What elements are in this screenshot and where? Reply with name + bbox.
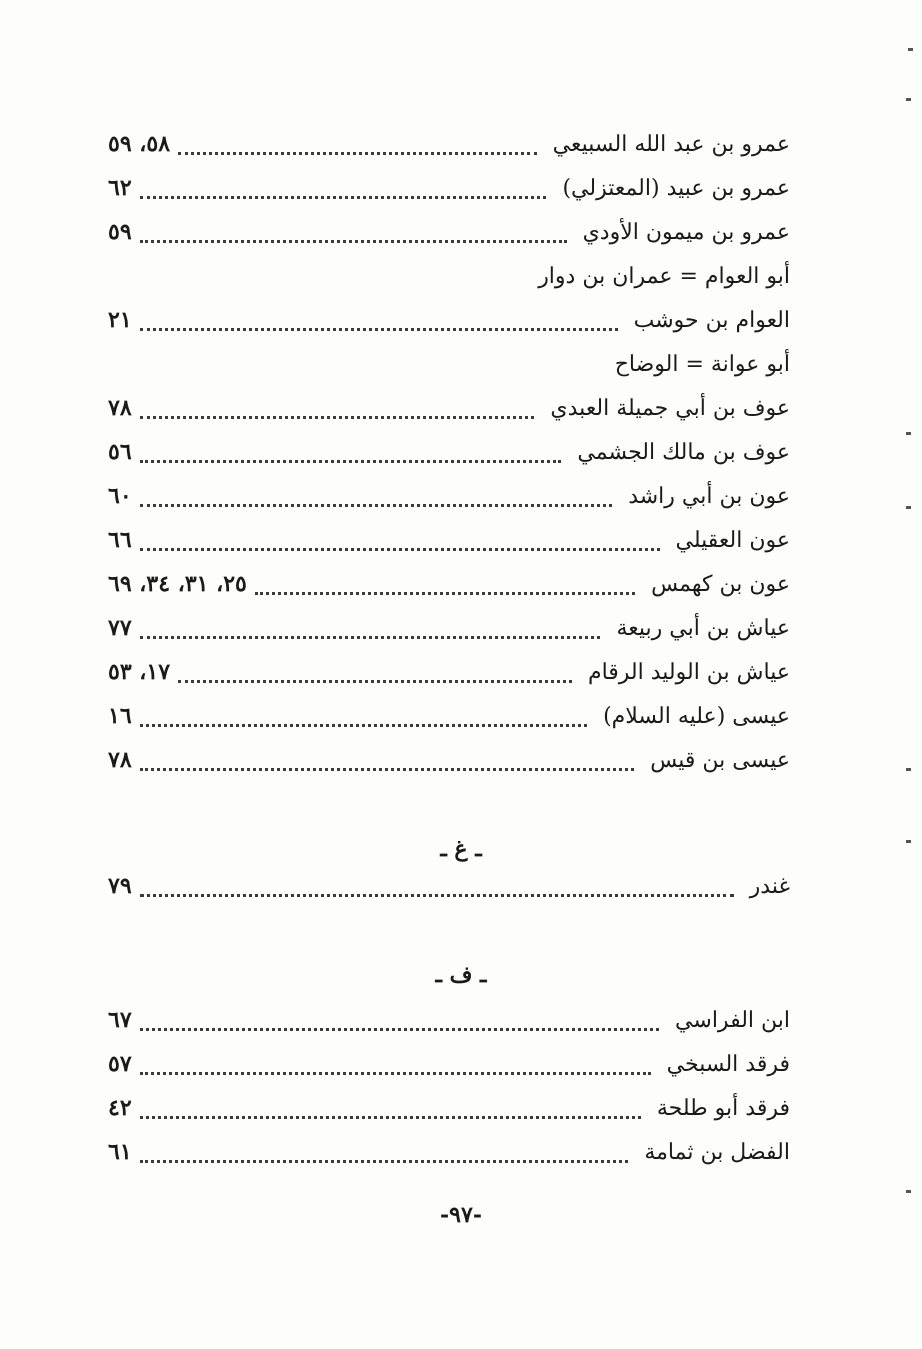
scan-mark xyxy=(906,1190,911,1193)
scan-mark xyxy=(906,98,911,101)
index-entry xyxy=(108,1042,790,1086)
cross-reference xyxy=(108,342,790,386)
index-entry xyxy=(108,606,790,650)
index-entry xyxy=(108,298,790,342)
entry-name: فرقد أبو طلحة xyxy=(656,1095,790,1121)
entry-pages: ٥٧ xyxy=(108,1051,132,1077)
entry-pages: ٥٨، ٥٩ xyxy=(108,131,171,157)
entry-pages: ٦٦ xyxy=(108,527,132,553)
index-entry xyxy=(108,1130,790,1174)
section-heading-ghain: ـ غ ـ xyxy=(440,836,482,862)
index-list-ghain xyxy=(108,864,790,908)
entry-name: عيسى (عليه السلام) xyxy=(603,703,790,729)
dot-leader xyxy=(140,438,562,463)
section-heading-fa: ـ ف ـ xyxy=(435,962,487,988)
entry-name: أبو العوام = عمران بن دوار xyxy=(538,263,790,289)
scan-mark xyxy=(906,432,911,435)
index-entry xyxy=(108,474,790,518)
entry-name: غندر xyxy=(749,873,790,899)
dot-leader xyxy=(140,1006,659,1031)
entry-pages: ٧٧ xyxy=(108,615,132,641)
page-number: -٩٧- xyxy=(440,1202,482,1228)
entry-pages: ٧٨ xyxy=(108,395,132,421)
index-entry xyxy=(108,166,790,210)
dot-leader xyxy=(140,872,734,897)
index-entry xyxy=(108,122,790,166)
index-entry xyxy=(108,650,790,694)
dot-leader xyxy=(140,394,535,419)
index-entry xyxy=(108,562,790,606)
entry-name: عون بن كهمس xyxy=(651,571,790,597)
dot-leader xyxy=(140,1094,641,1119)
scan-mark xyxy=(906,506,911,509)
dot-leader xyxy=(140,482,613,507)
index-entry xyxy=(108,864,790,908)
index-entry xyxy=(108,518,790,562)
entry-pages: ٤٢ xyxy=(108,1095,132,1121)
index-entry xyxy=(108,738,790,782)
dot-leader xyxy=(140,614,601,639)
entry-pages: ٦٠ xyxy=(108,483,132,509)
entry-name: عون العقيلي xyxy=(675,527,790,553)
dot-leader xyxy=(140,1138,629,1163)
dot-leader xyxy=(140,218,567,243)
entry-name: عمرو بن عبد الله السبيعي xyxy=(552,131,790,157)
entry-pages: ٧٩ xyxy=(108,873,132,899)
entry-pages: ٢١ xyxy=(108,307,132,333)
dot-leader xyxy=(140,174,547,199)
scan-mark xyxy=(906,840,911,843)
cross-reference xyxy=(108,254,790,298)
index-list-a xyxy=(108,122,790,782)
entry-name: ابن الفراسي xyxy=(675,1007,790,1033)
dot-leader xyxy=(178,130,537,155)
entry-name: عوف بن أبي جميلة العبدي xyxy=(550,395,790,421)
dot-leader xyxy=(140,526,660,551)
entry-pages: ٦٢ xyxy=(108,175,132,201)
scan-mark xyxy=(906,768,911,771)
entry-name: أبو عوانة = الوضاح xyxy=(614,351,790,377)
entry-pages: ٥٦ xyxy=(108,439,132,465)
entry-pages: ٥٩ xyxy=(108,219,132,245)
dot-leader xyxy=(255,570,635,595)
index-entry xyxy=(108,386,790,430)
entry-name: عيسى بن قيس xyxy=(650,747,790,773)
dot-leader xyxy=(140,306,618,331)
entry-pages: ٦٧ xyxy=(108,1007,132,1033)
index-list-fa xyxy=(108,998,790,1174)
entry-pages: ٢٥، ٣١، ٣٤، ٦٩ xyxy=(108,571,247,597)
dot-leader xyxy=(140,1050,651,1075)
entry-pages: ٦١ xyxy=(108,1139,132,1165)
index-entry xyxy=(108,998,790,1042)
index-entry xyxy=(108,1086,790,1130)
index-entry xyxy=(108,210,790,254)
entry-name: فرقد السبخي xyxy=(666,1051,790,1077)
dot-leader xyxy=(178,658,572,683)
entry-name: عوف بن مالك الجشمي xyxy=(577,439,790,465)
entry-name: الفضل بن ثمامة xyxy=(644,1139,790,1165)
entry-name: عياش بن الوليد الرقام xyxy=(587,659,790,685)
entry-name: العوام بن حوشب xyxy=(633,307,790,333)
entry-pages: ١٦ xyxy=(108,703,132,729)
entry-name: عون بن أبي راشد xyxy=(628,483,790,509)
entry-name: عياش بن أبي ربيعة xyxy=(616,615,790,641)
index-entry xyxy=(108,430,790,474)
dot-leader xyxy=(140,746,635,771)
entry-name: عمرو بن عبيد (المعتزلي) xyxy=(562,175,790,201)
entry-pages: ٧٨ xyxy=(108,747,132,773)
entry-pages: ١٧، ٥٣ xyxy=(108,659,171,685)
entry-name: عمرو بن ميمون الأودي xyxy=(582,219,790,245)
index-entry xyxy=(108,694,790,738)
dot-leader xyxy=(140,702,587,727)
scan-mark xyxy=(908,48,913,51)
